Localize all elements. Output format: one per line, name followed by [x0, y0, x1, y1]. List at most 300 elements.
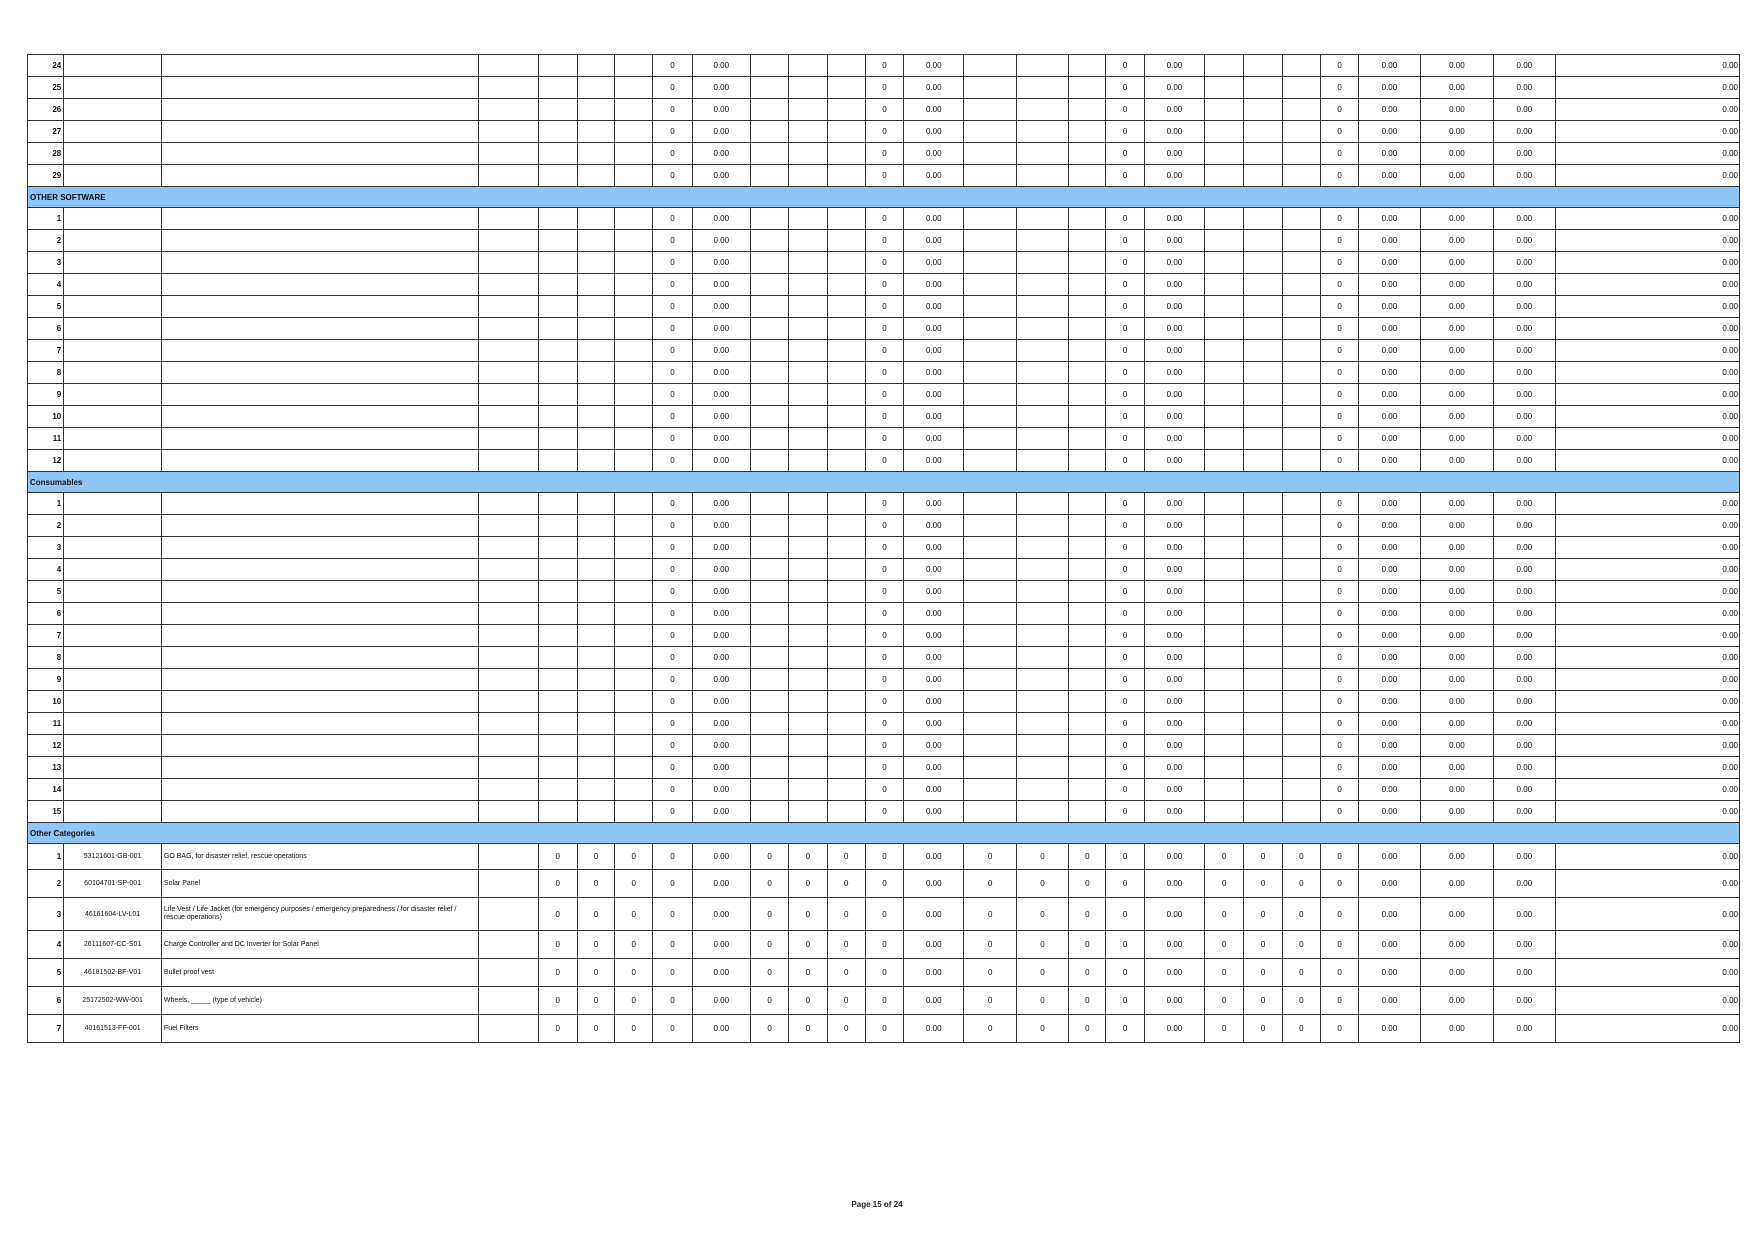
amount-cell: 0.00	[904, 274, 964, 296]
item-description	[161, 779, 478, 801]
quantity-total: 0	[1320, 1015, 1358, 1043]
amount-cell: 0.00	[1144, 252, 1204, 274]
quantity-total: 0	[1106, 143, 1144, 165]
amount-cell: 0.00	[1144, 779, 1204, 801]
item-code	[64, 450, 162, 472]
quantity-cell	[1016, 274, 1068, 296]
procurement-table	[27, 54, 1740, 1043]
quantity-total: 0	[1106, 318, 1144, 340]
quantity-cell	[1282, 340, 1320, 362]
item-code	[64, 735, 162, 757]
quantity-total: 0	[653, 362, 692, 384]
item-description	[161, 340, 478, 362]
amount-cell: 0.00	[1144, 230, 1204, 252]
quantity-cell	[789, 493, 827, 515]
grand-total: 0.00	[1555, 603, 1739, 625]
quantity-total: 0	[865, 99, 903, 121]
item-description	[161, 252, 478, 274]
quantity-total: 0	[1320, 779, 1358, 801]
quantity-cell	[1205, 669, 1244, 691]
quantity-cell: 0	[1069, 870, 1106, 898]
amount-cell: 0.00	[1144, 340, 1204, 362]
quantity-cell	[577, 559, 614, 581]
total-amount: 0.00	[1494, 384, 1555, 406]
quantity-total: 0	[865, 384, 903, 406]
item-description	[161, 625, 478, 647]
item-code	[64, 340, 162, 362]
row-number: 7	[28, 340, 64, 362]
quantity-cell	[789, 55, 827, 77]
amount-cell: 0.00	[692, 844, 750, 870]
quantity-cell	[615, 559, 653, 581]
amount-cell: 0.00	[1144, 625, 1204, 647]
quantity-cell	[751, 77, 789, 99]
quantity-cell	[964, 318, 1016, 340]
quantity-cell: 0	[789, 1015, 827, 1043]
quantity-total: 0	[653, 898, 692, 931]
quantity-cell	[577, 625, 614, 647]
amount-cell: 0.00	[1144, 318, 1204, 340]
quantity-cell	[538, 647, 577, 669]
quantity-cell	[827, 801, 865, 823]
total-amount: 0.00	[1420, 406, 1494, 428]
quantity-cell: 0	[1205, 931, 1244, 959]
table-row	[28, 274, 1740, 296]
table-row	[28, 779, 1740, 801]
quantity-cell: 0	[538, 898, 577, 931]
unit-cell	[479, 987, 538, 1015]
item-description	[161, 735, 478, 757]
quantity-cell	[1016, 318, 1068, 340]
total-amount: 0.00	[1420, 362, 1494, 384]
quantity-cell	[751, 55, 789, 77]
quantity-cell	[615, 296, 653, 318]
unit-cell	[479, 77, 538, 99]
quantity-cell	[751, 537, 789, 559]
quantity-cell	[1282, 779, 1320, 801]
table-row	[28, 931, 1740, 959]
quantity-cell	[1016, 581, 1068, 603]
quantity-cell	[1016, 55, 1068, 77]
quantity-cell	[964, 450, 1016, 472]
quantity-cell: 0	[827, 987, 865, 1015]
quantity-cell	[1205, 691, 1244, 713]
amount-cell: 0.00	[1359, 450, 1420, 472]
table-row	[28, 77, 1740, 99]
amount-cell: 0.00	[692, 121, 750, 143]
quantity-cell	[964, 537, 1016, 559]
amount-cell: 0.00	[1359, 77, 1420, 99]
amount-cell: 0.00	[904, 99, 964, 121]
unit-cell	[479, 844, 538, 870]
quantity-total: 0	[865, 779, 903, 801]
quantity-cell	[1069, 735, 1106, 757]
amount-cell: 0.00	[1144, 296, 1204, 318]
item-description	[161, 647, 478, 669]
item-description	[161, 99, 478, 121]
quantity-total: 0	[653, 691, 692, 713]
quantity-cell	[964, 779, 1016, 801]
quantity-total: 0	[865, 450, 903, 472]
unit-cell	[479, 537, 538, 559]
quantity-total: 0	[1320, 99, 1358, 121]
quantity-total: 0	[865, 801, 903, 823]
quantity-total: 0	[653, 274, 692, 296]
quantity-cell	[1069, 428, 1106, 450]
quantity-cell	[577, 691, 614, 713]
grand-total: 0.00	[1555, 340, 1739, 362]
amount-cell: 0.00	[904, 384, 964, 406]
quantity-cell	[751, 603, 789, 625]
table-row	[28, 165, 1740, 187]
quantity-cell	[964, 362, 1016, 384]
quantity-total: 0	[865, 870, 903, 898]
quantity-cell	[538, 55, 577, 77]
quantity-cell	[827, 669, 865, 691]
quantity-cell	[1205, 77, 1244, 99]
total-amount: 0.00	[1494, 844, 1555, 870]
table-row	[28, 647, 1740, 669]
amount-cell: 0.00	[1359, 296, 1420, 318]
quantity-cell	[1016, 603, 1068, 625]
quantity-cell	[577, 450, 614, 472]
item-code	[64, 603, 162, 625]
quantity-cell	[615, 493, 653, 515]
total-amount: 0.00	[1494, 121, 1555, 143]
table-row	[28, 450, 1740, 472]
quantity-cell	[615, 603, 653, 625]
quantity-cell	[964, 515, 1016, 537]
grand-total: 0.00	[1555, 296, 1739, 318]
total-amount: 0.00	[1494, 296, 1555, 318]
quantity-total: 0	[1106, 252, 1144, 274]
grand-total: 0.00	[1555, 493, 1739, 515]
quantity-cell	[789, 143, 827, 165]
quantity-cell: 0	[789, 870, 827, 898]
grand-total: 0.00	[1555, 274, 1739, 296]
quantity-cell	[789, 362, 827, 384]
quantity-cell	[751, 230, 789, 252]
grand-total: 0.00	[1555, 428, 1739, 450]
quantity-cell	[1069, 362, 1106, 384]
row-number: 8	[28, 647, 64, 669]
amount-cell: 0.00	[904, 362, 964, 384]
quantity-cell	[1016, 384, 1068, 406]
row-number: 15	[28, 801, 64, 823]
row-number: 2	[28, 870, 64, 898]
quantity-total: 0	[1106, 77, 1144, 99]
quantity-total: 0	[865, 647, 903, 669]
amount-cell: 0.00	[1144, 844, 1204, 870]
unit-cell	[479, 384, 538, 406]
amount-cell: 0.00	[904, 669, 964, 691]
quantity-cell	[1282, 625, 1320, 647]
quantity-total: 0	[865, 274, 903, 296]
quantity-total: 0	[1320, 428, 1358, 450]
total-amount: 0.00	[1494, 870, 1555, 898]
quantity-total: 0	[1320, 318, 1358, 340]
section-title: Consumables	[28, 472, 1740, 493]
quantity-total: 0	[653, 987, 692, 1015]
quantity-cell	[827, 581, 865, 603]
quantity-cell	[789, 208, 827, 230]
quantity-cell	[1016, 801, 1068, 823]
amount-cell: 0.00	[1359, 208, 1420, 230]
quantity-cell: 0	[1244, 931, 1282, 959]
total-amount: 0.00	[1494, 318, 1555, 340]
quantity-total: 0	[1320, 647, 1358, 669]
quantity-total: 0	[1106, 581, 1144, 603]
quantity-cell: 0	[1282, 870, 1320, 898]
quantity-cell	[615, 55, 653, 77]
quantity-total: 0	[1320, 691, 1358, 713]
quantity-cell	[1244, 99, 1282, 121]
quantity-total: 0	[1106, 1015, 1144, 1043]
quantity-cell	[789, 406, 827, 428]
quantity-cell	[1069, 493, 1106, 515]
quantity-cell	[615, 406, 653, 428]
quantity-total: 0	[1320, 898, 1358, 931]
amount-cell: 0.00	[692, 515, 750, 537]
amount-cell: 0.00	[692, 1015, 750, 1043]
quantity-cell	[1282, 757, 1320, 779]
quantity-cell	[615, 779, 653, 801]
quantity-cell	[751, 450, 789, 472]
row-number: 6	[28, 318, 64, 340]
quantity-cell	[827, 450, 865, 472]
item-description	[161, 77, 478, 99]
table-row	[28, 987, 1740, 1015]
amount-cell: 0.00	[1359, 252, 1420, 274]
quantity-cell	[827, 274, 865, 296]
quantity-cell	[789, 735, 827, 757]
quantity-cell	[789, 296, 827, 318]
quantity-cell	[1016, 757, 1068, 779]
unit-cell	[479, 898, 538, 931]
total-amount: 0.00	[1420, 735, 1494, 757]
quantity-cell	[964, 428, 1016, 450]
amount-cell: 0.00	[692, 757, 750, 779]
quantity-cell: 0	[1205, 1015, 1244, 1043]
quantity-cell: 0	[1244, 898, 1282, 931]
quantity-cell	[1069, 779, 1106, 801]
grand-total: 0.00	[1555, 801, 1739, 823]
amount-cell: 0.00	[692, 55, 750, 77]
quantity-cell	[1016, 77, 1068, 99]
amount-cell: 0.00	[904, 340, 964, 362]
quantity-cell	[789, 165, 827, 187]
quantity-cell	[964, 208, 1016, 230]
amount-cell: 0.00	[692, 647, 750, 669]
quantity-total: 0	[1320, 165, 1358, 187]
quantity-cell	[789, 99, 827, 121]
table-row	[28, 296, 1740, 318]
quantity-cell	[1069, 801, 1106, 823]
quantity-cell	[827, 735, 865, 757]
quantity-cell	[1282, 801, 1320, 823]
total-amount: 0.00	[1494, 757, 1555, 779]
quantity-cell: 0	[1016, 898, 1068, 931]
quantity-total: 0	[653, 801, 692, 823]
row-number: 2	[28, 515, 64, 537]
amount-cell: 0.00	[692, 230, 750, 252]
quantity-cell	[1244, 603, 1282, 625]
total-amount: 0.00	[1494, 987, 1555, 1015]
amount-cell: 0.00	[1144, 450, 1204, 472]
quantity-total: 0	[653, 318, 692, 340]
quantity-cell	[615, 450, 653, 472]
amount-cell: 0.00	[1359, 1015, 1420, 1043]
quantity-total: 0	[653, 406, 692, 428]
quantity-cell	[538, 669, 577, 691]
row-number: 4	[28, 931, 64, 959]
total-amount: 0.00	[1494, 252, 1555, 274]
quantity-cell	[1205, 252, 1244, 274]
total-amount: 0.00	[1494, 581, 1555, 603]
item-description	[161, 406, 478, 428]
quantity-total: 0	[1106, 274, 1144, 296]
quantity-cell	[577, 99, 614, 121]
quantity-cell	[538, 428, 577, 450]
quantity-cell: 0	[1244, 987, 1282, 1015]
table-row	[28, 669, 1740, 691]
quantity-cell: 0	[827, 844, 865, 870]
quantity-cell	[964, 713, 1016, 735]
amount-cell: 0.00	[1359, 537, 1420, 559]
quantity-cell	[964, 340, 1016, 362]
quantity-cell	[1244, 757, 1282, 779]
item-code	[64, 230, 162, 252]
quantity-cell	[1069, 77, 1106, 99]
amount-cell: 0.00	[692, 274, 750, 296]
amount-cell: 0.00	[904, 1015, 964, 1043]
amount-cell: 0.00	[904, 898, 964, 931]
amount-cell: 0.00	[904, 757, 964, 779]
quantity-cell	[1205, 362, 1244, 384]
quantity-cell	[615, 537, 653, 559]
quantity-cell	[538, 340, 577, 362]
grand-total: 0.00	[1555, 647, 1739, 669]
quantity-cell	[577, 77, 614, 99]
quantity-cell	[1205, 230, 1244, 252]
quantity-total: 0	[1320, 450, 1358, 472]
amount-cell: 0.00	[904, 987, 964, 1015]
amount-cell: 0.00	[904, 870, 964, 898]
quantity-cell	[789, 252, 827, 274]
item-code: 40161513-FF-001	[64, 1015, 162, 1043]
quantity-cell	[789, 647, 827, 669]
quantity-cell	[827, 121, 865, 143]
table-row	[28, 898, 1740, 931]
quantity-cell	[1069, 515, 1106, 537]
table-row	[28, 801, 1740, 823]
quantity-cell	[789, 691, 827, 713]
row-number: 10	[28, 691, 64, 713]
quantity-cell: 0	[827, 898, 865, 931]
amount-cell: 0.00	[1359, 603, 1420, 625]
quantity-total: 0	[653, 959, 692, 987]
row-number: 24	[28, 55, 64, 77]
item-code	[64, 779, 162, 801]
total-amount: 0.00	[1420, 384, 1494, 406]
amount-cell: 0.00	[1359, 55, 1420, 77]
amount-cell: 0.00	[1144, 77, 1204, 99]
quantity-total: 0	[865, 625, 903, 647]
quantity-total: 0	[865, 515, 903, 537]
quantity-total: 0	[1106, 406, 1144, 428]
quantity-cell	[1282, 143, 1320, 165]
quantity-cell	[1244, 669, 1282, 691]
quantity-cell: 0	[615, 1015, 653, 1043]
quantity-cell: 0	[1244, 844, 1282, 870]
unit-cell	[479, 165, 538, 187]
unit-cell	[479, 691, 538, 713]
row-number: 3	[28, 252, 64, 274]
quantity-cell	[827, 713, 865, 735]
quantity-cell	[1016, 779, 1068, 801]
quantity-cell	[789, 581, 827, 603]
amount-cell: 0.00	[692, 296, 750, 318]
quantity-cell	[1069, 121, 1106, 143]
row-number: 27	[28, 121, 64, 143]
amount-cell: 0.00	[904, 296, 964, 318]
unit-cell	[479, 296, 538, 318]
quantity-total: 0	[865, 428, 903, 450]
quantity-total: 0	[1320, 340, 1358, 362]
section-title: Other Categories	[28, 823, 1740, 844]
quantity-total: 0	[1320, 384, 1358, 406]
quantity-total: 0	[1106, 515, 1144, 537]
quantity-total: 0	[1320, 362, 1358, 384]
quantity-cell	[1016, 143, 1068, 165]
quantity-cell: 0	[538, 959, 577, 987]
table-row	[28, 870, 1740, 898]
table-row	[28, 208, 1740, 230]
quantity-cell	[1244, 296, 1282, 318]
quantity-total: 0	[865, 537, 903, 559]
quantity-total: 0	[1320, 274, 1358, 296]
item-code	[64, 362, 162, 384]
row-number: 9	[28, 669, 64, 691]
total-amount: 0.00	[1494, 537, 1555, 559]
quantity-cell: 0	[964, 959, 1016, 987]
unit-cell	[479, 318, 538, 340]
quantity-cell	[1244, 318, 1282, 340]
quantity-cell	[538, 735, 577, 757]
item-code	[64, 121, 162, 143]
quantity-cell	[789, 537, 827, 559]
quantity-cell	[1282, 581, 1320, 603]
row-number: 1	[28, 208, 64, 230]
grand-total: 0.00	[1555, 581, 1739, 603]
grand-total: 0.00	[1555, 450, 1739, 472]
quantity-cell	[827, 77, 865, 99]
table-row	[28, 406, 1740, 428]
quantity-cell	[1205, 647, 1244, 669]
quantity-cell: 0	[751, 844, 789, 870]
table-row	[28, 428, 1740, 450]
quantity-cell	[1016, 691, 1068, 713]
quantity-cell	[827, 559, 865, 581]
quantity-cell	[827, 757, 865, 779]
quantity-cell	[827, 340, 865, 362]
item-code: 46181502-BF-V01	[64, 959, 162, 987]
quantity-cell	[827, 691, 865, 713]
total-amount: 0.00	[1420, 77, 1494, 99]
quantity-cell	[1282, 121, 1320, 143]
quantity-cell: 0	[964, 931, 1016, 959]
unit-cell	[479, 669, 538, 691]
